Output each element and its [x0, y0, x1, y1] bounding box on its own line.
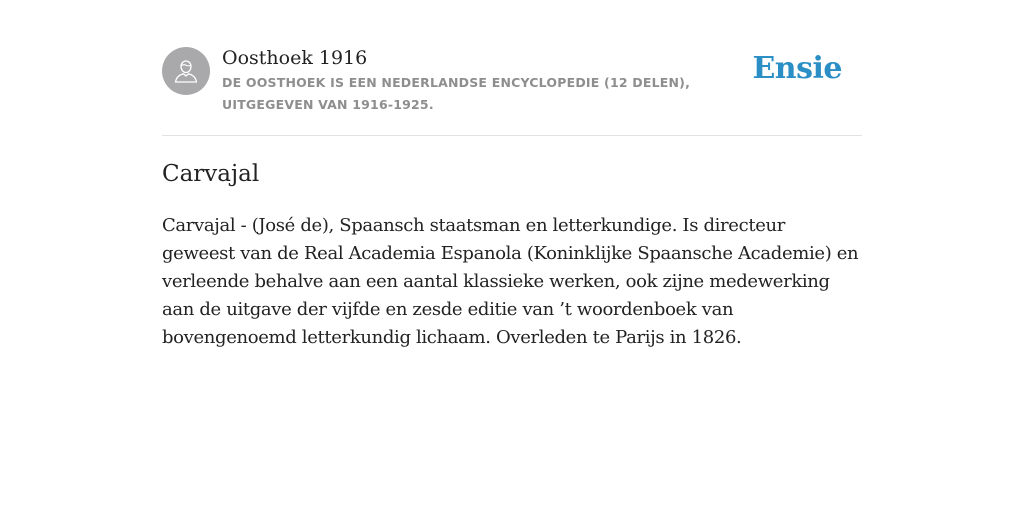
source-avatar[interactable]	[162, 47, 210, 95]
entry-title: Carvajal	[162, 161, 260, 187]
source-header	[162, 0, 862, 136]
page-container	[162, 0, 862, 348]
entry-body: Carvajal - (José de), Spaansch staatsman en letterkundige. Is directeur geweest van de Real Academia Espanola (Koninklijke Spaansche Academie) en verleende behalve aan een aantal klassieke werken, ook zijne medewerking aan de uitgave der vijfde en zesde editie van ’t woordenboek van bovengenoemd letterkundig lichaam. Overleden te Parijs in 1826.	[162, 215, 859, 348]
ensie-logo-link[interactable]: Ensie	[752, 51, 842, 86]
user-icon	[172, 57, 200, 85]
source-name[interactable]: Oosthoek 1916	[222, 47, 368, 69]
source-description: DE OOSTHOEK IS EEN NEDERLANDSE ENCYCLOPEDIE (12 DELEN), UITGEGEVEN VAN 1916-1925.	[222, 75, 691, 112]
